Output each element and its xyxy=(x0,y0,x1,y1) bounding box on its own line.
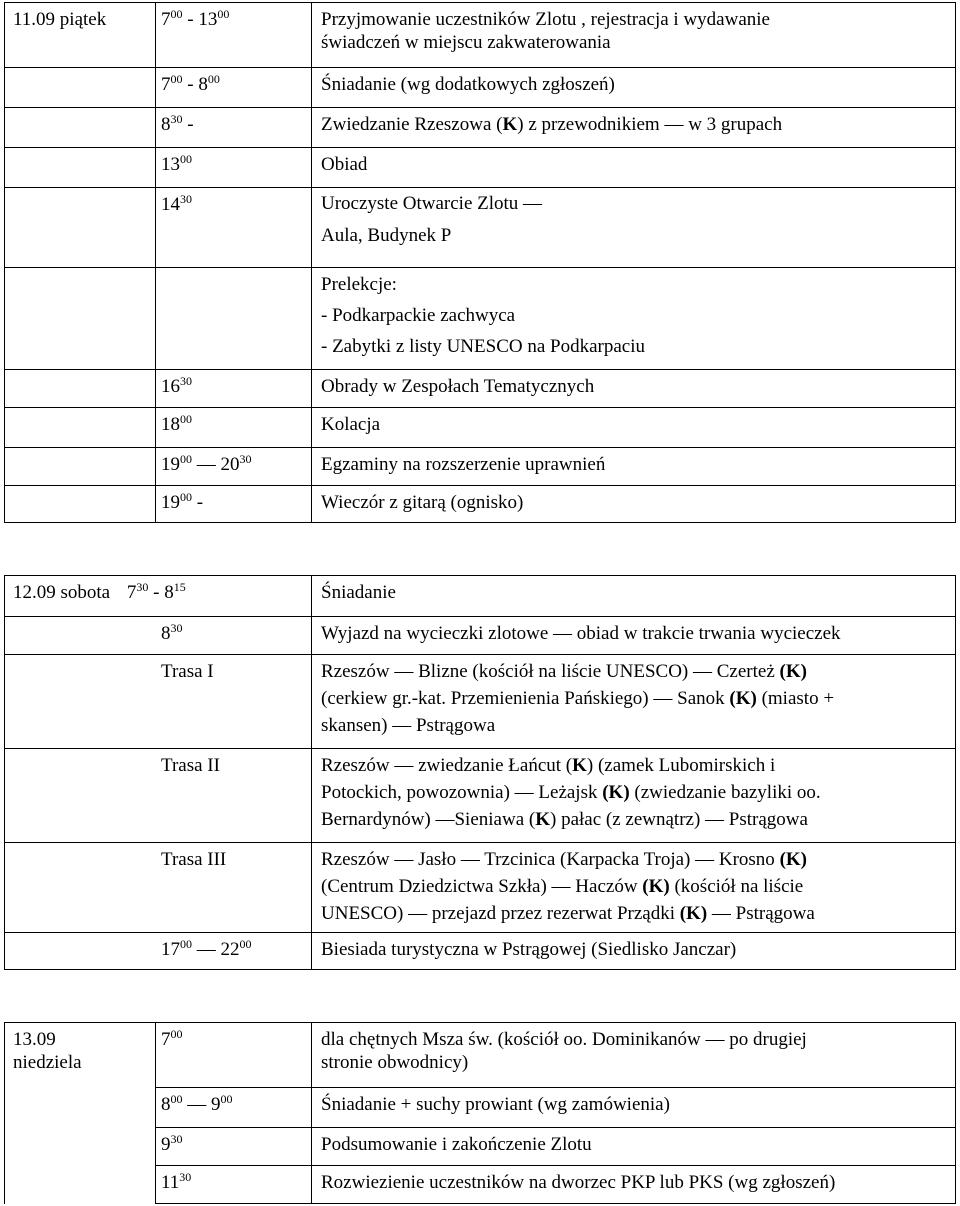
time-range: $8^{00}$ — $9^{00}$ xyxy=(161,1092,233,1115)
event-description: Śniadanie (wg dodatkowych zgłoszeń) xyxy=(321,74,615,95)
route-description: Rzeszów — zwiedzanie Łańcut (K) (zamek Lubomirskich i Potockich, powozownia) — Leżajsk (K) (zwiedzanie bazyliki oo. Bernardynów) —Sieniawa (K) pałac (z zewnątrz) — Pstrągowa xyxy=(321,755,821,830)
event-description: Zwiedzanie Rzeszowa (K) z przewodnikiem — w 3 grupach xyxy=(321,114,783,135)
time-range: $17^{00}$ — $22^{00}$ xyxy=(161,937,252,960)
day-label: 13.09 niedziela xyxy=(5,1023,155,1205)
time-start: $13^{00}$ xyxy=(161,152,192,175)
table-row xyxy=(5,187,955,268)
event-description: Uroczyste Otwarcie Zlotu — Aula, Budynek P xyxy=(321,193,543,246)
table-row xyxy=(5,267,955,370)
time-start: $7^{00}$ xyxy=(161,1027,183,1050)
time-start: $19^{00}$ - xyxy=(161,490,204,513)
table-row xyxy=(5,932,955,970)
event-description: Biesiada turystyczna w Pstrągowej (Siedlisko Janczar) xyxy=(321,939,737,960)
table-row xyxy=(5,576,955,616)
event-description: Wieczór z gitarą (ognisko) xyxy=(321,492,524,513)
time-range: $19^{00}$ — $20^{30}$ xyxy=(161,452,252,475)
day-and-time: 12.09 sobota $7^{30} - 8^{15}$ xyxy=(13,580,186,603)
event-description: Kolacja xyxy=(321,414,381,435)
route-label: Trasa II xyxy=(161,755,220,776)
route-label: Trasa III xyxy=(161,849,227,870)
table-row xyxy=(5,748,955,843)
event-description: Śniadanie xyxy=(321,582,396,603)
time-start: $16^{30}$ xyxy=(161,374,192,397)
sunday-schedule-table xyxy=(4,1022,956,1204)
event-description: Przyjmowanie uczestników Zlotu , rejestracja i wydawanie świadczeń w miejscu zakwaterowania xyxy=(321,9,770,53)
table-row xyxy=(5,842,955,933)
event-description: Obiad xyxy=(321,154,368,175)
event-description: dla chętnych Msza św. (kościół oo. Dominikanów — po drugiej stronie obwodnicy) xyxy=(321,1029,807,1073)
table-row xyxy=(5,67,955,108)
time-start: $8^{30}$ xyxy=(161,621,183,644)
day-label: 11.09 piątek xyxy=(13,9,107,30)
table-row xyxy=(5,447,955,486)
route-description: Rzeszów — Jasło — Trzcinica (Karpacka Troja) — Krosno (K) (Centrum Dziedzictwa Szkła) — Haczów (K) (kościół na liście UNESCO) — przejazd przez rezerwat Prządki (K) — Pstrągowa xyxy=(321,849,815,924)
event-description: Rozwiezienie uczestników na dworzec PKP lub PKS (wg zgłoszeń) xyxy=(321,1172,836,1193)
event-description: Podsumowanie i zakończenie Zlotu xyxy=(321,1134,592,1155)
route-label: Trasa I xyxy=(161,661,214,682)
table-row xyxy=(5,147,955,188)
table-row xyxy=(5,616,955,655)
time-start: $18^{00}$ xyxy=(161,412,192,435)
saturday-schedule-table xyxy=(4,575,956,970)
event-description: Obrady w Zespołach Tematycznych xyxy=(321,376,595,397)
event-description: Wyjazd na wycieczki zlotowe — obiad w trakcie trwania wycieczek xyxy=(321,623,841,644)
table-row xyxy=(5,485,955,523)
table-row xyxy=(5,107,955,148)
time-start: $9^{30}$ xyxy=(161,1132,183,1155)
table-row xyxy=(5,407,955,448)
time-start: $11^{30}$ xyxy=(161,1170,192,1193)
day-label: 12.09 sobota xyxy=(13,582,111,603)
table-row xyxy=(5,654,955,749)
time-range: $7^{00} - 8^{00}$ xyxy=(161,72,220,95)
event-description: Egzaminy na rozszerzenie uprawnień xyxy=(321,454,606,475)
time-range: $7^{00} - 13^{00}$ xyxy=(161,7,230,30)
route-description: Rzeszów — Blizne (kościół na liście UNESCO) — Czerteż (K) (cerkiew gr.-kat. Przemienienia Pańskiego) — Sanok (K) (miasto + skansen) — Pstrągowa xyxy=(321,661,835,736)
event-description: Śniadanie + suchy prowiant (wg zamówienia) xyxy=(321,1094,670,1115)
table-row xyxy=(5,3,955,67)
time-start: $14^{30}$ xyxy=(161,192,192,215)
friday-schedule-table xyxy=(4,2,956,523)
event-description: Prelekcje: - Podkarpackie zachwyca - Zabytki z listy UNESCO na Podkarpaciu xyxy=(321,274,646,357)
table-row xyxy=(5,369,955,408)
time-start: $8^{30}$ - xyxy=(161,112,194,135)
